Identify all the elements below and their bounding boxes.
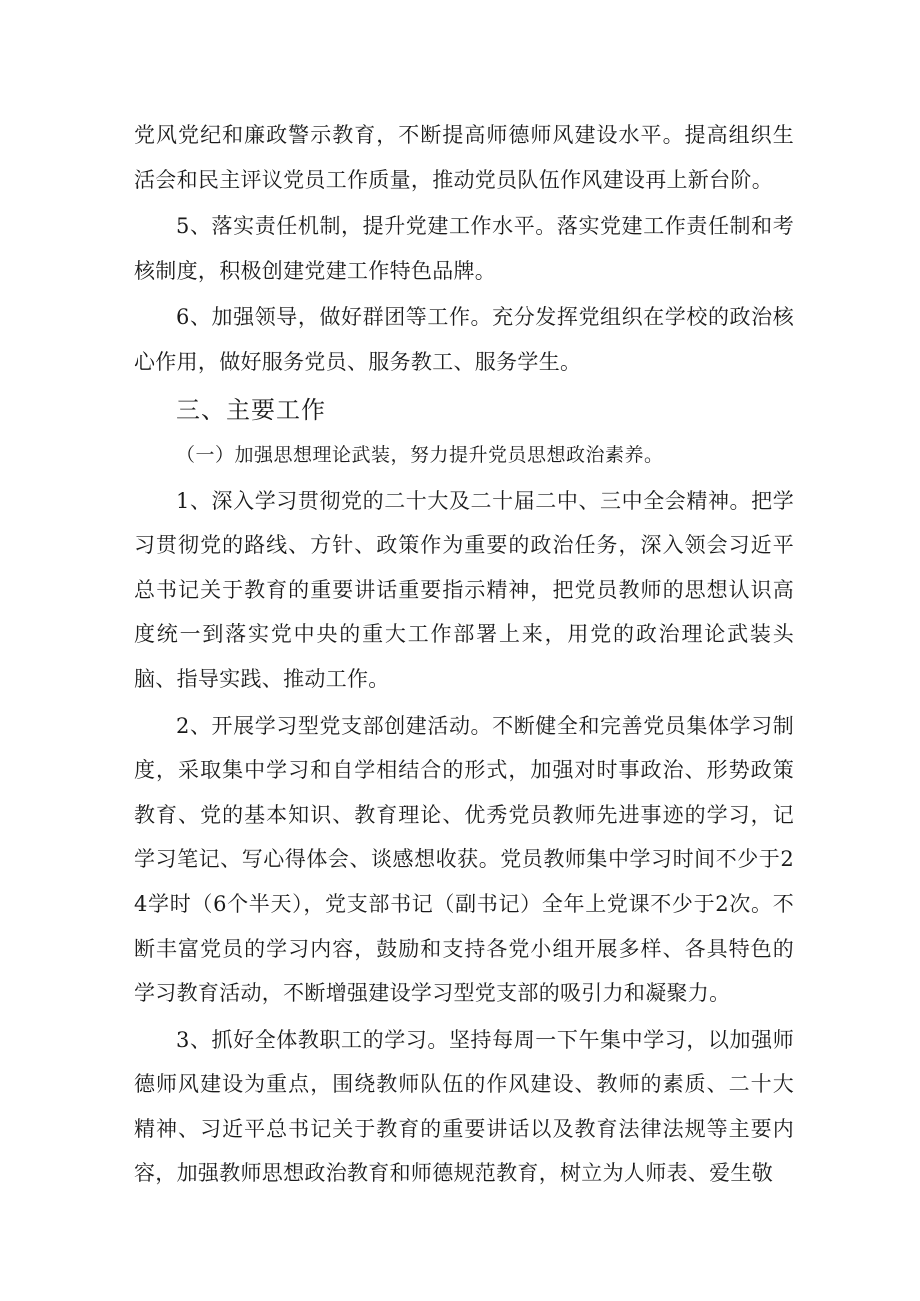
paragraph-continuation: 党风党纪和廉政警示教育，不断提高师德师风建设水平。提高组织生活会和民主评议党员工作质量，推动党员队伍作风建设再上新台阶。 (134, 123, 794, 192)
paragraph-item-6: 6、加强领导，做好群团等工作。充分发挥党组织在学校的政治核心作用，做好服务党员、服务教工、服务学生。 (134, 305, 794, 374)
paragraph-item-5: 5、落实责任机制，提升党建工作水平。落实党建工作责任制和考核制度，积极创建党建工作特色品牌。 (134, 214, 794, 283)
paragraph-item-3: 3、抓好全体教职工的学习。坚持每周一下午集中学习，以加强师德师风建设为重点，围绕教师队伍的作风建设、教师的素质、二十大精神、习近平总书记关于教育的重要讲话以及教育法律法规等主要内容，加强教师思想政治教育和师德规范教育，树立为人师表、爱生敬 (134, 1027, 794, 1186)
document-body (134, 113, 794, 1198)
paragraph-item-2: 2、开展学习型党支部创建活动。不断健全和完善党员集体学习制度，采取集中学习和自学相结合的形式，加强对时事政治、形势政策教育、党的基本知识、教育理论、优秀党员教师先进事迹的学习，记学习笔记、写心得体会、谈感想收获。党员教师集中学习时间不少于24学时（6个半天），党支部书记（副书记）全年上党课不少于2次。不断丰富党员的学习内容，鼓励和支持各党小组开展多样、各具特色的学习教育活动，不断增强建设学习型党支部的吸引力和凝聚力。 (134, 713, 794, 1006)
subsection-heading: （一）加强思想理论武装，努力提升党员思想政治素养。 (176, 443, 664, 466)
paragraph-item-1: 1、深入学习贯彻党的二十大及二十届二中、三中全会精神。把学习贯彻党的路线、方针、政策作为重要的政治任务，深入领会习近平总书记关于教育的重要讲话重要指示精神，把党员教师的思想认识高度统一到落实党中央的重大工作部署上来，用党的政治理论武装头脑、指导实践、推动工作。 (134, 488, 794, 691)
section-heading: 三、主要工作 (176, 395, 326, 424)
